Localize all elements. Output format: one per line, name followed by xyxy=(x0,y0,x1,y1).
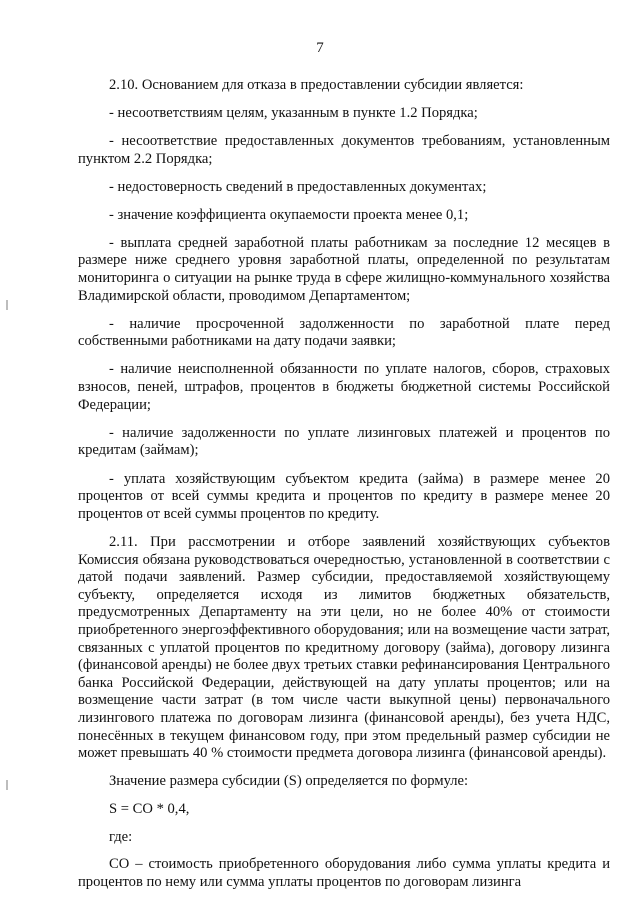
paragraph-2-10: 2.10. Основанием для отказа в предоставлении субсидии является: xyxy=(109,77,524,93)
list-item-average-salary: - выплата средней заработной платы работникам за последние 12 месяцев в размере ниже среднего уровня заработной платы, определенной по результатам мониторинга о ситуации на рынке труда в сфере жилищно-коммунального хозяйства Владимирской области, проводимом Департаментом; xyxy=(78,234,610,304)
paragraph-2-11: 2.11. При рассмотрении и отборе заявлений хозяйствующих субъектов Комиссия обязана руководствоваться очередностью, установленной в соответствии с датой подачи заявлений. Размер субсидии, предоставляемой хозяйствующему субъекту, определяется исходя из лимитов бюджетных обязательств, предусмотренных Департаменту на эти цели, но не более 40% от стоимости приобретенного энергоэффективного оборудования; или на возмещение части затрат, связанных с уплатой процентов по кредитному договору (займа), договору лизинга (финансовой аренды) не более двух третьих ставки рефинансирования Центрального банка Российской Федерации, действующей на дату уплаты процентов; или на возмещение части затрат (в том числе части выкупной цены) первоначального лизингового платежа по договорам лизинга (финансовой аренды), без учета НДС, понесённых в текущем финансовом году, при этом предельный размер субсидии не может превышать 40 % стоимости предмета договора лизинга (финансовой аренды). xyxy=(78,534,610,762)
list-item-documents-mismatch: - несоответствие предоставленных документов требованиям, установленным пунктом 2.2 Порядка; xyxy=(78,132,610,167)
where-label: где: xyxy=(109,828,133,845)
list-item-overdue-salary: - наличие просроченной задолженности по заработной плате перед собственными работниками на дату подачи заявки; xyxy=(78,315,610,350)
list-item-credit-repayment: - уплата хозяйствующим субъектом кредита (займа) в размере менее 20 процентов от всей суммы кредита и процентов по кредиту в размере менее 20 процентов от всей суммы процентов по кредиту. xyxy=(78,470,610,522)
formula-intro: Значение размера субсидии (S) определяется по формуле: xyxy=(109,773,469,790)
list-item-payback-coefficient: - значение коэффициента окупаемости проекта менее 0,1; xyxy=(109,206,469,223)
page-number: 7 xyxy=(316,40,324,56)
list-item-unreliable-info: - недостоверность сведений в предоставленных документах; xyxy=(109,178,487,195)
subsidy-formula: S = СО * 0,4, xyxy=(109,801,190,818)
list-item-goals-mismatch: - несоответствиям целям, указанным в пункте 1.2 Порядка; xyxy=(109,104,478,121)
document-body xyxy=(78,77,610,902)
list-item-leasing-debt: - наличие задолженности по уплате лизинговых платежей и процентов по кредитам (займам); xyxy=(78,424,610,459)
scan-edge-mark xyxy=(6,780,8,790)
list-item-unpaid-taxes: - наличие неисполненной обязанности по уплате налогов, сборов, страховых взносов, пеней, штрафов, процентов в бюджеты бюджетной системы Российской Федерации; xyxy=(78,361,610,413)
scan-edge-mark xyxy=(6,300,8,310)
paragraph-co-definition: СО – стоимость приобретенного оборудования либо сумма уплаты кредита и процентов по нему или сумма уплаты процентов по договорам лизинга xyxy=(78,856,610,891)
